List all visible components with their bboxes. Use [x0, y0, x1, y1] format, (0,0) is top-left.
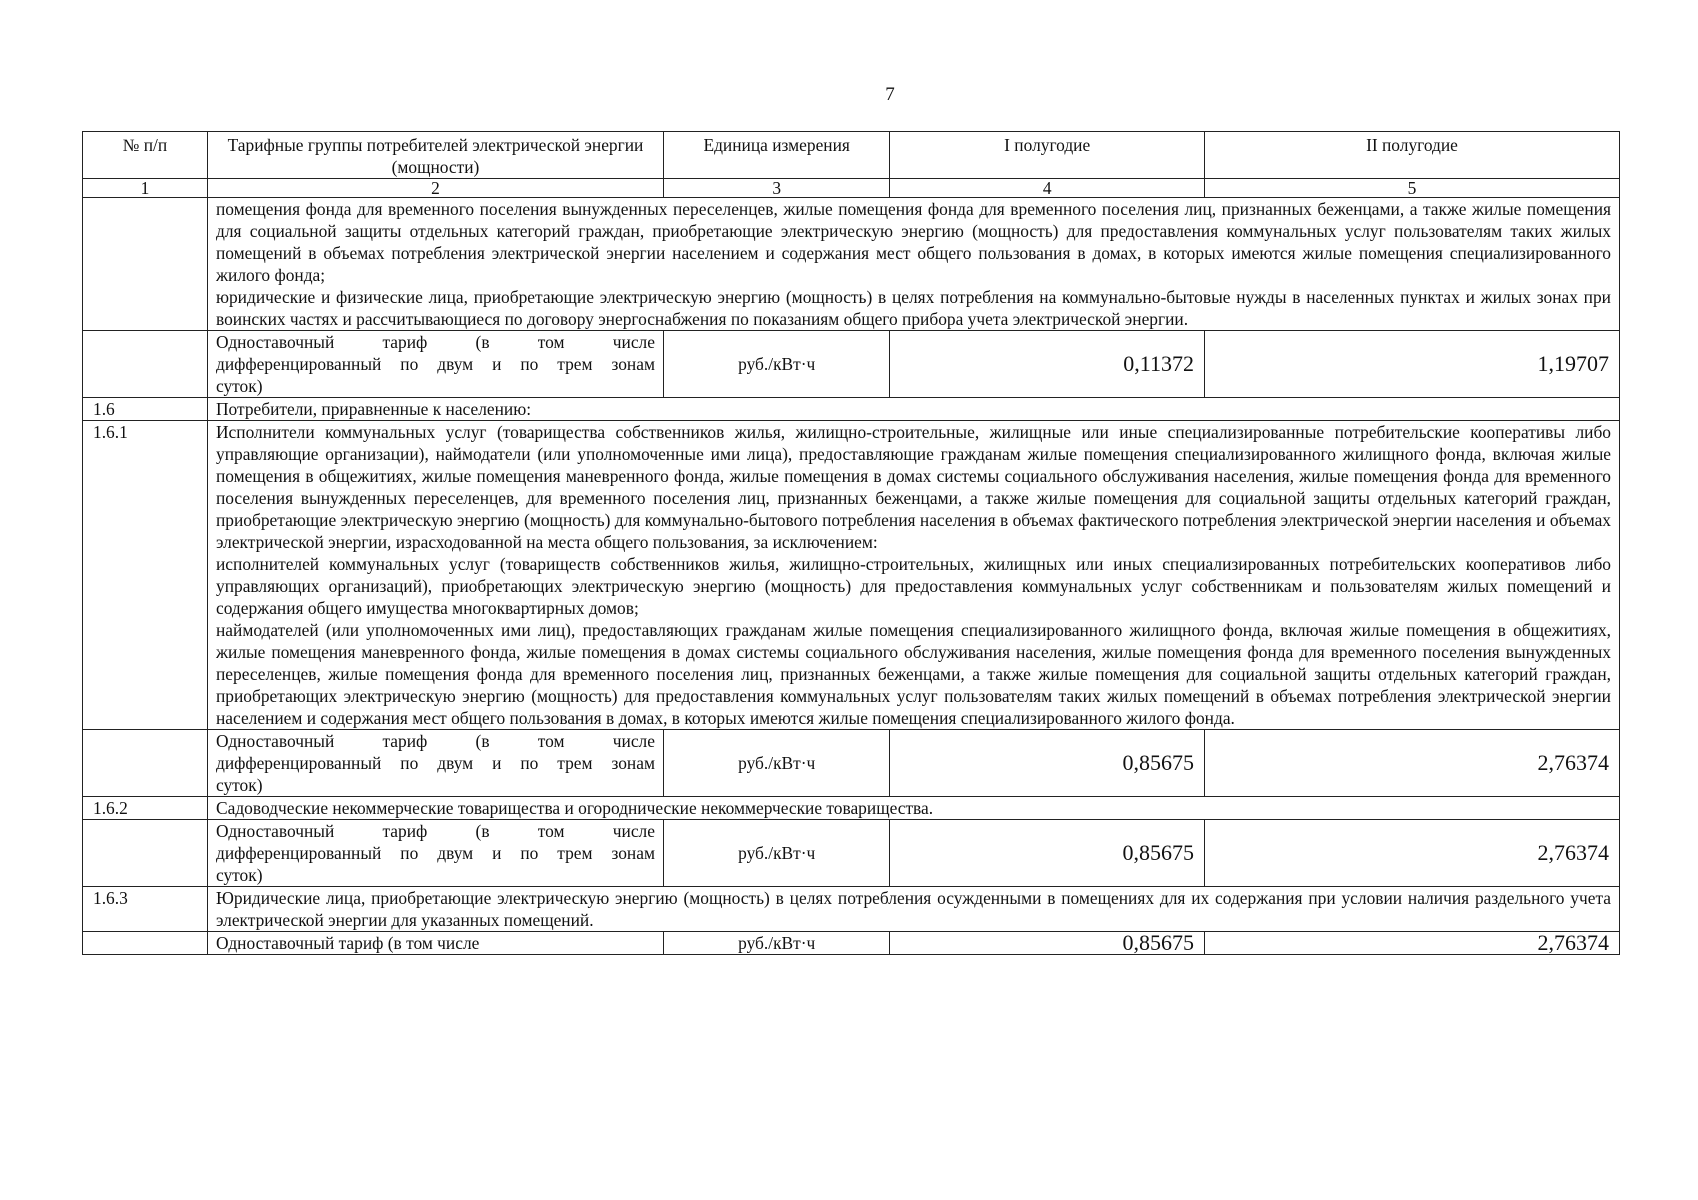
header-number: № п/п [83, 132, 208, 179]
tariff-name-line: Одноставочный тариф (в том числе [216, 332, 655, 352]
tariff-first-half: 0,11372 [890, 331, 1205, 398]
page-number: 7 [885, 84, 895, 105]
row-code [83, 932, 208, 955]
table-row [83, 398, 1620, 421]
column-number-row [83, 179, 1620, 198]
tariff-name [208, 932, 664, 955]
column-number: 5 [1204, 179, 1619, 198]
description-paragraph: помещения фонда для временного поселения вынужденных переселенцев, жилые помещения фонда для временного поселения лиц, признанных беженцами, а также жилые помещения для социальной защиты отдельных категорий граждан, приобретающие электрическую энергию (мощность) для предоставления коммунальных услуг пользователям таких жилых помещений в объемах потребления электрической энергии населением и содержания мест общего пользования в домах, в которых имеются жилые помещения специализированного жилого фонда; [216, 199, 1611, 285]
tariff-name-line: суток) [216, 865, 263, 885]
row-description: Юридические лица, приобретающие электрическую энергию (мощность) в целях потребления осужденными в помещениях для их содержания при условии наличия раздельного учета электрической энергии для указанных помещений. [208, 887, 1620, 932]
tariff-first-half: 0,85675 [890, 820, 1205, 887]
column-number: 2 [208, 179, 664, 198]
table-row [83, 887, 1620, 932]
tariff-name [208, 331, 664, 398]
header-first-half: I полугодие [890, 132, 1205, 179]
tariff-name-line: Одноставочный тариф (в том числе [216, 933, 480, 953]
tariff-row [83, 331, 1620, 398]
table-row [83, 421, 1620, 730]
tariff-second-half: 1,19707 [1204, 331, 1619, 398]
tariff-row [83, 730, 1620, 797]
row-code: 1.6 [83, 398, 208, 421]
description-paragraph: наймодателей (или уполномоченных ими лиц), предоставляющих гражданам жилые помещения специализированного жилищного фонда, включая жилые помещения в общежитиях, жилые помещения маневренного фонда, жилые помещения в домах системы социального обслуживания населения, жилые помещения фонда для временного поселения вынужденных переселенцев, жилые помещения фонда для временного поселения лиц, признанных беженцами, а также жилые помещения для социальной защиты отдельных категорий граждан, приобретающих электрическую энергию (мощность) для предоставления коммунальных услуг пользователям таких жилых помещений в объемах потребления электрической энергии населением и содержания мест общего пользования в домах, в которых имеются жилые помещения специализированного жилого фонда. [216, 620, 1611, 728]
table-header-row [83, 132, 1620, 179]
tariff-unit: руб./кВт·ч [663, 331, 889, 398]
table-row [83, 198, 1620, 331]
row-description: Потребители, приравненные к населению: [208, 398, 1620, 421]
tariff-name-line: Одноставочный тариф (в том числе [216, 731, 655, 751]
row-description: Садоводческие некоммерческие товарищества и огороднические некоммерческие товарищества. [208, 797, 1620, 820]
tariff-name-line: Одноставочный тариф (в том числе [216, 821, 655, 841]
column-number: 1 [83, 179, 208, 198]
row-code: 1.6.2 [83, 797, 208, 820]
row-description [208, 421, 1620, 730]
row-code [83, 820, 208, 887]
row-code [83, 730, 208, 797]
tariff-second-half: 2,76374 [1204, 932, 1619, 955]
tariff-first-half: 0,85675 [890, 730, 1205, 797]
header-second-half: II полугодие [1204, 132, 1619, 179]
tariff-second-half: 2,76374 [1204, 730, 1619, 797]
tariff-first-half: 0,85675 [890, 932, 1205, 955]
description-paragraph: исполнителей коммунальных услуг (товариществ собственников жилья, жилищно-строительных, жилищных или иных специализированных потребительских кооперативов либо управляющих организаций), приобретающих электрическую энергию (мощность) для предоставления коммунальных услуг собственникам и пользователям жилых помещений и содержания общего имущества многоквартирных домов; [216, 554, 1611, 618]
tariff-row [83, 932, 1620, 955]
tariff-name-line: дифференцированный по двум и по трем зонам [216, 843, 655, 863]
tariff-unit: руб./кВт·ч [663, 820, 889, 887]
row-code: 1.6.3 [83, 887, 208, 932]
row-code [83, 198, 208, 331]
tariff-name-line: дифференцированный по двум и по трем зонам [216, 753, 655, 773]
tariff-name-line: суток) [216, 376, 263, 396]
row-code [83, 331, 208, 398]
column-number: 4 [890, 179, 1205, 198]
tariff-name [208, 730, 664, 797]
tariff-unit: руб./кВт·ч [663, 730, 889, 797]
tariff-unit: руб./кВт·ч [663, 932, 889, 955]
description-paragraph: Исполнители коммунальных услуг (товарищества собственников жилья, жилищно-строительные, жилищные или иные специализированные потребительские кооперативы либо управляющие организации), наймодатели (или уполномоченные ими лица), предоставляющие гражданам жилые помещения специализированного жилищного фонда, включая жилые помещения в общежитиях, жилые помещения маневренного фонда, жилые помещения в домах системы социального обслуживания населения, жилые помещения фонда для временного поселения вынужденных переселенцев, для временного поселения лиц, признанных беженцами, а также жилые помещения для социальной защиты отдельных категорий граждан, приобретающие электрическую энергию (мощность) для коммунально-бытового потребления населения в объемах фактического потребления электрической энергии населения и объемах электрической энергии, израсходованной на места общего пользования, за исключением: [216, 422, 1611, 552]
tariff-second-half: 2,76374 [1204, 820, 1619, 887]
header-unit: Единица измерения [663, 132, 889, 179]
row-description [208, 198, 1620, 331]
tariff-name [208, 820, 664, 887]
table-row [83, 797, 1620, 820]
tariff-name-line: дифференцированный по двум и по трем зонам [216, 354, 655, 374]
column-number: 3 [663, 179, 889, 198]
tariff-table [82, 131, 1620, 955]
row-code: 1.6.1 [83, 421, 208, 730]
tariff-name-line: суток) [216, 775, 263, 795]
description-paragraph: юридические и физические лица, приобретающие электрическую энергию (мощность) в целях потребления на коммунально-бытовые нужды в населенных пунктах и жилых зонах при воинских частях и рассчитывающиеся по договору энергоснабжения по показаниям общего прибора учета электрической энергии. [216, 287, 1611, 329]
header-tariff-groups: Тарифные группы потребителей электрической энергии (мощности) [208, 132, 664, 179]
tariff-row [83, 820, 1620, 887]
